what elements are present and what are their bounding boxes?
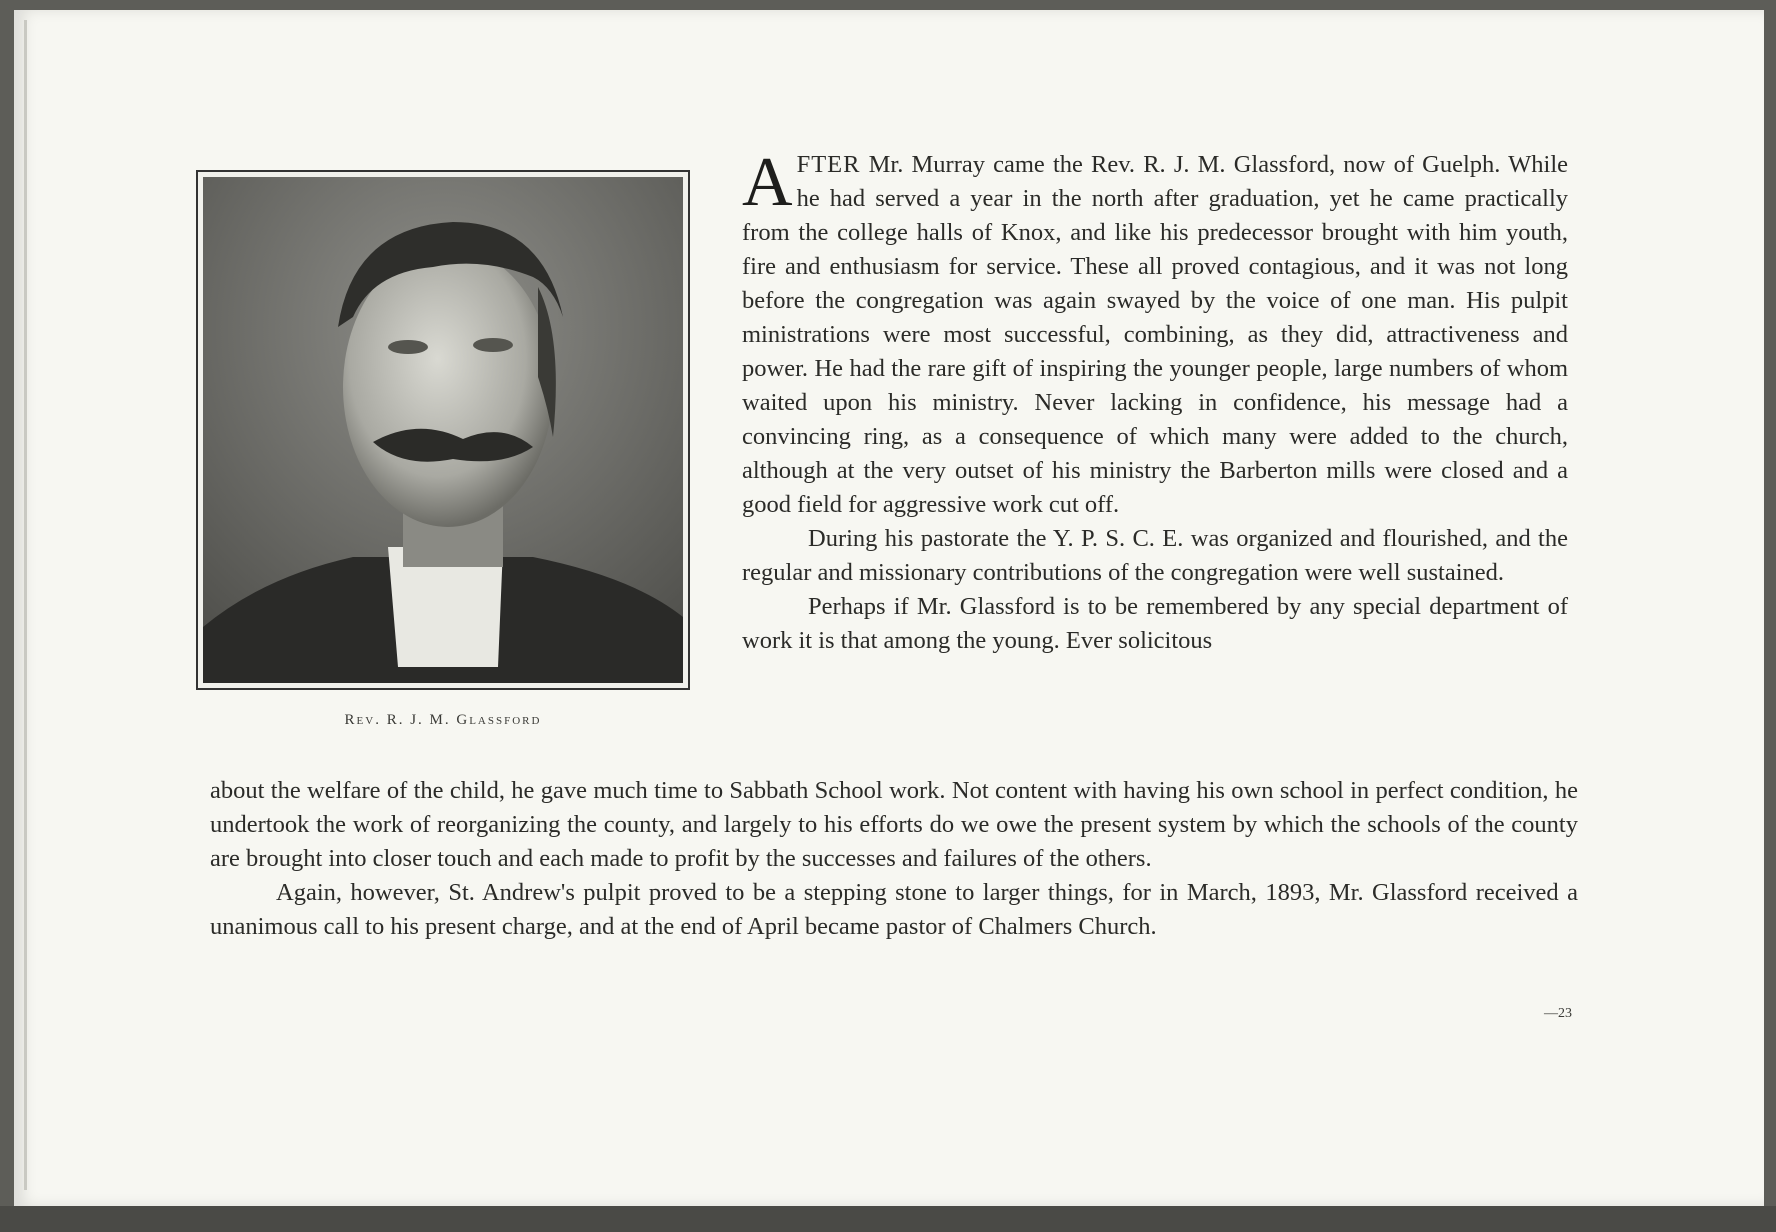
lead-word: FTER bbox=[796, 151, 861, 178]
column-text bbox=[742, 144, 1568, 658]
page-gutter bbox=[24, 20, 27, 1190]
portrait-image bbox=[203, 177, 683, 683]
paragraph-3-start: Perhaps if Mr. Glassford is to be remembered by any special department of work it is that among the young. Ever solicitous bbox=[742, 593, 1568, 654]
paragraph-1-text: Mr. Murray came the Rev. R. J. M. Glassford, now of Guelph. While he had served a year in the north after graduation, yet he came practically from the college halls of Knox, and like his predecessor brought with him youth, fire and enthusiasm for service. These all proved contagious, and it was not long before the congregation was again swayed by the voice of one man. His pulpit ministrations were most successful, combining, as they did, attractiveness and power. He had the rare gift of inspiring the younger people, large numbers of whom waited upon his ministry. Never lacking in confidence, his message had a convincing ring, as a consequence of which many were added to the church, although at the very outset of his ministry the Barberton mills were closed and a good field for aggressive work cut off. bbox=[742, 151, 1568, 518]
portrait-caption: Rev. R. J. M. Glassford bbox=[344, 712, 542, 728]
paragraph-1 bbox=[742, 144, 1568, 522]
paragraph-2: During his pastorate the Y. P. S. C. E. was organized and flourished, and the regular and missionary contributions of the congregation were well sustained. bbox=[742, 525, 1568, 586]
paragraph-4: Again, however, St. Andrew's pulpit proved to be a stepping stone to larger things, for in March, 1893, Mr. Glassford received a unanimous call to his present charge, and at the end of April became pastor of Chalmers Church. bbox=[210, 879, 1578, 940]
portrait-photo bbox=[196, 170, 690, 690]
full-width-text bbox=[210, 774, 1578, 944]
drop-cap: A bbox=[742, 144, 793, 221]
page-number: —23 bbox=[1544, 1006, 1572, 1021]
paragraph-3-continued: about the welfare of the child, he gave much time to Sabbath School work. Not content with having his own school in perfect condition, he undertook the work of reorganizing the county, and largely to his efforts do we owe the present system by which the schools of the county are brought into closer touch and each made to profit by the successes and failures of the others. bbox=[210, 777, 1578, 872]
scanner-background bbox=[0, 1206, 1776, 1232]
